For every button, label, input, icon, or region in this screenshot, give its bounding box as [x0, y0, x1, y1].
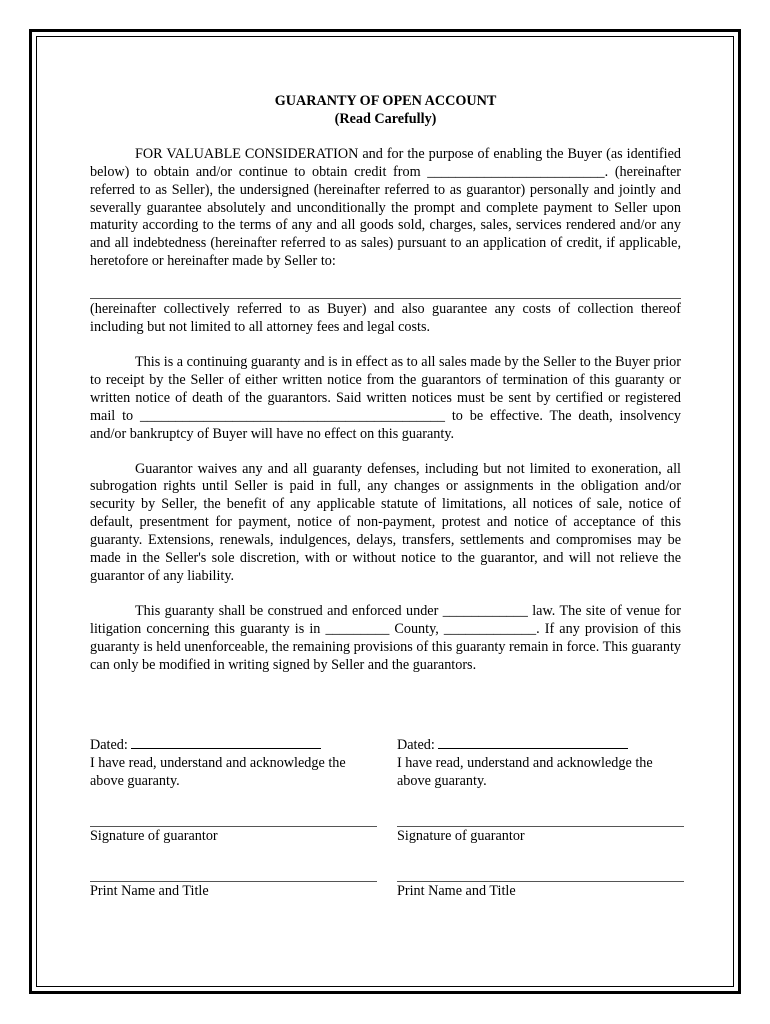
paragraph-waiver: Guarantor waives any and all guaranty defenses, including but not limited to exoneration, all subrogation rights until Seller is paid in full, any changes or assignments in the obligation and/or security by Seller, the benefit of any applicable statute of limitations, all notices of sale, notice of default, presentment for payment, notice of non-payment, protest and notice of acceptance of this guaranty. Extensions, renewals, indulgences, delays, transfers, settlements and compromises may be made in the Seller's sole discretion, with or without notice to the guarantor, and will not relieve the guarantor of any liability. — [90, 460, 681, 584]
dated-line-right — [397, 736, 684, 755]
signature-label-right: Signature of guarantor — [397, 827, 525, 844]
document-subtitle: (Read Carefully) — [334, 110, 437, 127]
print-name-label-right: Print Name and Title — [397, 882, 516, 899]
paragraph-consideration: FOR VALUABLE CONSIDERATION and for the purpose of enabling the Buyer (as identified below) to obtain and/or continue to obtain credit from _________________________. (hereinafter referred to as Seller), the undersigned (hereinafter referred to as guarantor) personally and jointly and severally guarantee absolutely and unconditionally the prompt and complete payment to Seller upon maturity according to the terms of any and all goods sold, charges, sales, services rendered and/or any and all indebtedness (hereinafter referred to as sales) pursuant to an application of credit, if applicable, heretofore or hereinafter made by Seller to: — [90, 145, 681, 270]
paragraph-buyer: (hereinafter collectively referred to as Buyer) and also guarantee any costs of collection thereof including but not limited to all attorney fees and legal costs. — [90, 301, 681, 336]
signature-label-left: Signature of guarantor — [90, 827, 218, 844]
signature-line-right[interactable] — [397, 826, 684, 827]
signature-line-left[interactable] — [90, 826, 377, 827]
signature-block-left — [90, 736, 377, 901]
document-body — [90, 93, 681, 899]
paragraph-governing-law: This guaranty shall be construed and enforced under ____________ law. The site of venue for litigation concerning this guaranty is in _________ County, _____________. If any provision of this guaranty is held unenforceable, the remaining provisions of this guaranty remain in force. This guaranty can only be modified in writing signed by Seller and the guarantors. — [90, 602, 681, 673]
acknowledge-text-right: I have read, understand and acknowledge the above guaranty. — [397, 754, 653, 789]
paragraph-continuing-guaranty: This is a continuing guaranty and is in effect as to all sales made by the Seller to the Buyer prior to receipt by the Seller of either written notice from the guarantors of termination of this guaranty or written notice of death of the guarantors. Said written notices must be sent by certified or registered mail to ___________________________________________ to be effective. The death, insolvency and/or bankruptcy of Buyer will have no effect on this guaranty. — [90, 353, 681, 442]
buyer-name-line — [90, 298, 681, 299]
print-name-label-left: Print Name and Title — [90, 882, 209, 899]
dated-label: Dated: — [90, 737, 128, 753]
dated-line-left — [90, 736, 377, 755]
acknowledge-text-left: I have read, understand and acknowledge the above guaranty. — [90, 754, 346, 789]
print-name-line-right[interactable] — [397, 881, 684, 882]
print-name-line-left[interactable] — [90, 881, 377, 882]
dated-label: Dated: — [397, 737, 435, 753]
signature-block-right — [397, 736, 684, 901]
dated-field-right[interactable] — [438, 736, 628, 749]
document-title: GUARANTY OF OPEN ACCOUNT — [274, 93, 497, 109]
dated-field-left[interactable] — [131, 736, 321, 749]
